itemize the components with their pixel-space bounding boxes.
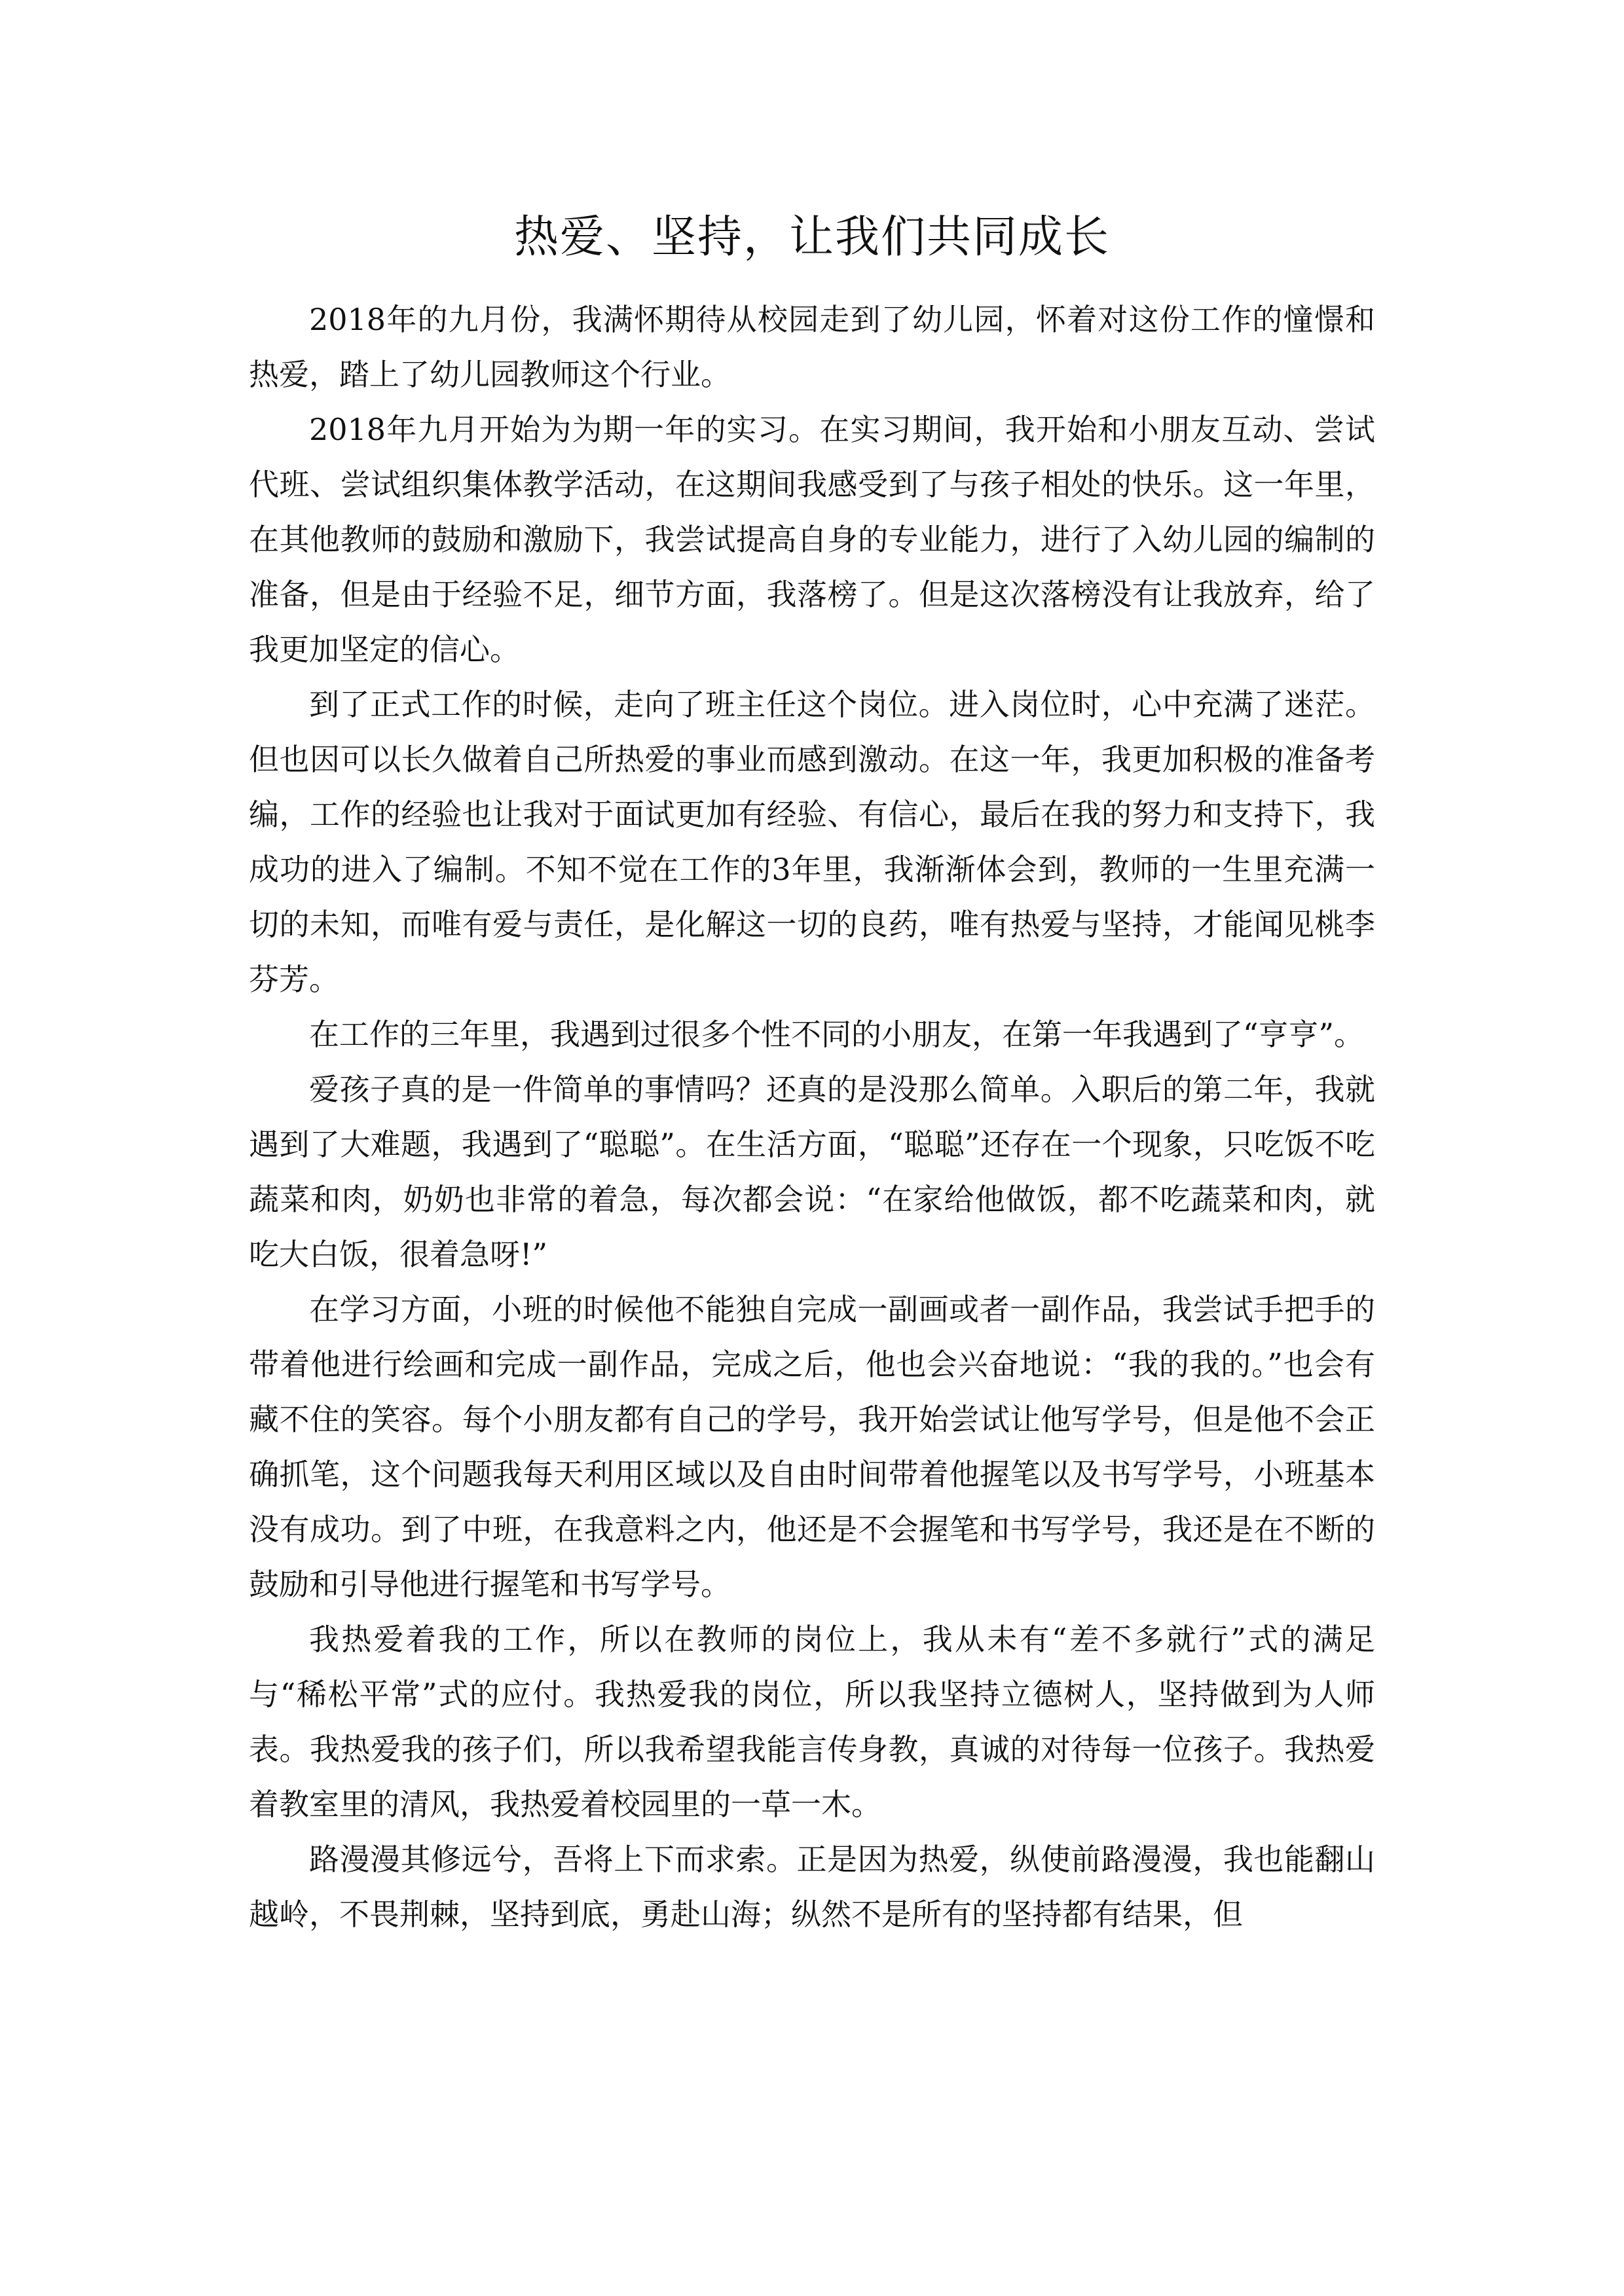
document-body <box>249 292 1375 1942</box>
paragraph-4: 在工作的三年里，我遇到过很多个性不同的小朋友，在第一年我遇到了“亨亨”。 <box>309 1017 1365 1052</box>
paragraph-1: 2018年的九月份，我满怀期待从校园走到了幼儿园，怀着对这份工作的憧憬和热爱，踏上了幼儿园教师这个行业。 <box>249 302 1375 392</box>
paragraph-6: 在学习方面，小班的时候他不能独自完成一副画或者一副作品，我尝试手把手的带着他进行绘画和完成一副作品，完成之后，他也会兴奋地说：“我的我的。”也会有藏不住的笑容。每个小朋友都有自己的学号，我开始尝试让他写学号，但是他不会正确抓笔，这个问题我每天利用区域以及自由时间带着他握笔以及书写学号，小班基本没有成功。到了中班，在我意料之内，他还是不会握笔和书写学号，我还是在不断的鼓励和引导他进行握笔和书写学号。 <box>249 1292 1375 1602</box>
paragraph-5: 爱孩子真的是一件简单的事情吗？还真的是没那么简单。入职后的第二年，我就遇到了大难题，我遇到了“聪聪”。在生活方面，“聪聪”还存在一个现象，只吃饭不吃蔬菜和肉，奶奶也非常的着急，每次都会说：“在家给他做饭，都不吃蔬菜和肉，就吃大白饭，很着急呀!” <box>249 1072 1375 1272</box>
paragraph-3: 到了正式工作的时候，走向了班主任这个岗位。进入岗位时，心中充满了迷茫。但也因可以长久做着自己所热爱的事业而感到激动。在这一年，我更加积极的准备考编，工作的经验也让我对于面试更加有经验、有信心，最后在我的努力和支持下，我成功的进入了编制。不知不觉在工作的3年里，我渐渐体会到，教师的一生里充满一切的未知，而唯有爱与责任，是化解这一切的良药，唯有热爱与坚持，才能闻见桃李芬芳。 <box>249 687 1375 997</box>
paragraph-2: 2018年九月开始为为期一年的实习。在实习期间，我开始和小朋友互动、尝试代班、尝试组织集体教学活动，在这期间我感受到了与孩子相处的快乐。这一年里，在其他教师的鼓励和激励下，我尝试提高自身的专业能力，进行了入幼儿园的编制的准备，但是由于经验不足，细节方面，我落榜了。但是这次落榜没有让我放弃，给了我更加坚定的信心。 <box>249 412 1375 667</box>
paragraph-7: 我热爱着我的工作，所以在教师的岗位上，我从未有“差不多就行”式的满足与“稀松平常”式的应付。我热爱我的岗位，所以我坚持立德树人，坚持做到为人师表。我热爱我的孩子们，所以我希望我能言传身教，真诚的对待每一位孩子。我热爱着教室里的清风，我热爱着校园里的一草一木。 <box>249 1622 1375 1822</box>
document-title: 热爱、坚持，让我们共同成长 <box>513 211 1110 263</box>
paragraph-8: 路漫漫其修远兮，吾将上下而求索。正是因为热爱，纵使前路漫漫，我也能翻山越岭，不畏荆棘，坚持到底，勇赴山海；纵然不是所有的坚持都有结果，但 <box>249 1842 1375 1932</box>
